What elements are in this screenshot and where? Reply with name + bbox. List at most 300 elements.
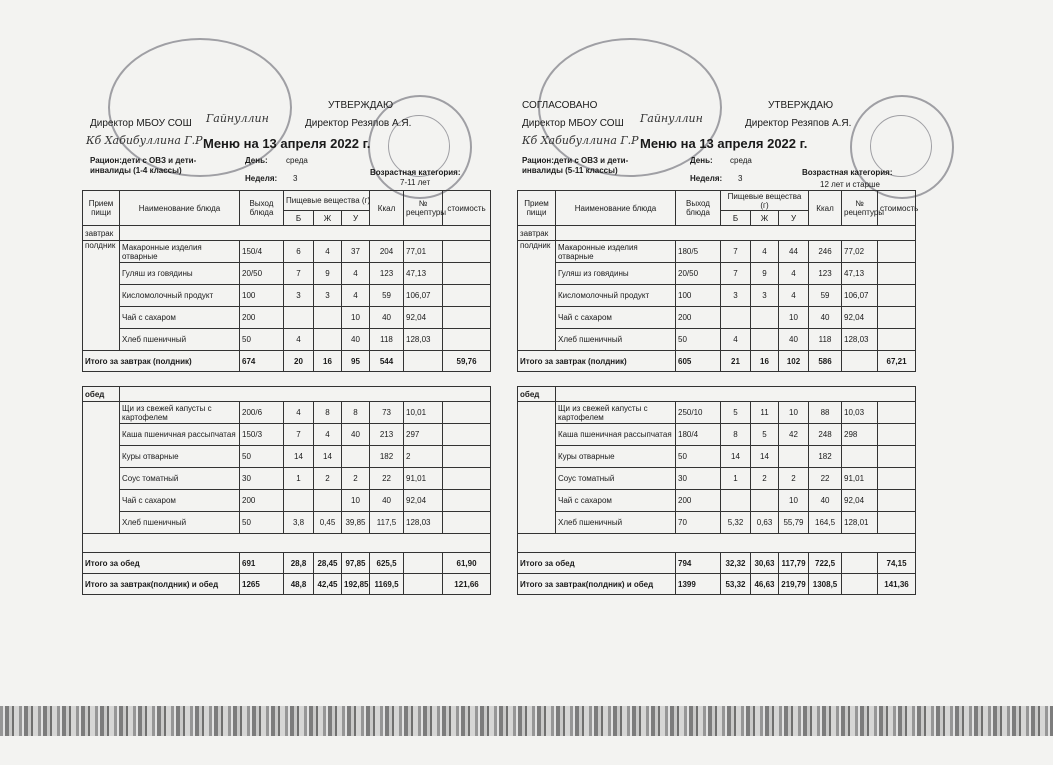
dish-b (284, 490, 314, 512)
dish-output: 50 (240, 329, 284, 351)
dish-u: 4 (779, 263, 809, 285)
dish-zh (751, 490, 779, 512)
dish-u (779, 446, 809, 468)
dish-b (284, 307, 314, 329)
dish-b: 1 (721, 468, 751, 490)
dish-b: 3,8 (284, 512, 314, 534)
dish-name: Макаронные изделия отварные (556, 241, 676, 263)
dish-zh: 3 (751, 285, 779, 307)
total-label: Итого за завтрак(полдник) и обед (518, 574, 676, 595)
dish-b (721, 490, 751, 512)
table-row (518, 329, 916, 351)
dish-recipe: 128,01 (842, 512, 878, 534)
dish-recipe: 128,03 (404, 329, 443, 351)
dish-name: Чай с сахаром (120, 490, 240, 512)
dish-b: 6 (284, 241, 314, 263)
signature-left-1: Гайнуллин (206, 112, 269, 125)
dish-zh: 4 (751, 241, 779, 263)
table-row (518, 446, 916, 468)
dish-recipe: 128,03 (404, 512, 443, 534)
dish-b: 7 (721, 241, 751, 263)
dish-cost (443, 490, 491, 512)
dish-name: Кисломолочный продукт (556, 285, 676, 307)
dish-name: Куры отварные (556, 446, 676, 468)
total-u: 192,85 (342, 574, 370, 595)
dish-name: Соус томатный (556, 468, 676, 490)
dish-output: 20/50 (676, 263, 721, 285)
left-age-label: Возрастная категория: (370, 168, 461, 177)
dish-recipe (842, 446, 878, 468)
left-day-value: среда (286, 156, 308, 165)
dish-recipe: 92,04 (404, 307, 443, 329)
header-output: Выход блюда (240, 191, 284, 226)
table-row (83, 329, 491, 351)
right-approved-label: УТВЕРЖДАЮ (768, 100, 834, 111)
signature-right-1: Гайнуллин (640, 112, 703, 125)
total-output: 1399 (676, 574, 721, 595)
dish-b: 4 (284, 329, 314, 351)
table-row (518, 241, 916, 263)
dish-u: 40 (779, 329, 809, 351)
dish-u: 42 (779, 424, 809, 446)
dish-u: 10 (779, 402, 809, 424)
header-b: Б (284, 211, 314, 226)
dish-zh (314, 307, 342, 329)
total-zh: 28,45 (314, 553, 342, 574)
dish-zh: 2 (314, 468, 342, 490)
section-snack-label: полдник (518, 241, 556, 351)
dish-zh: 0,63 (751, 512, 779, 534)
dish-output: 200 (240, 307, 284, 329)
table-row (83, 512, 491, 534)
right-week-label: Неделя: (690, 174, 723, 183)
dish-zh: 9 (751, 263, 779, 285)
section-lunch-label: обед (83, 387, 120, 402)
table-row (83, 468, 491, 490)
total-output: 1265 (240, 574, 284, 595)
total-cost: 74,15 (878, 553, 916, 574)
table-row (518, 285, 916, 307)
left-approved-label: УТВЕРЖДАЮ (328, 100, 394, 111)
dish-kcal: 22 (809, 468, 842, 490)
total-kcal: 625,5 (370, 553, 404, 574)
grand-total-row (518, 574, 916, 595)
total-cost: 59,76 (443, 351, 491, 372)
section-breakfast-label: завтрак (518, 226, 556, 241)
right-day-label: День: (690, 156, 713, 165)
signature-right-2: Кб Хабибуллина Г.Р (522, 134, 639, 147)
dish-b (721, 307, 751, 329)
left-week-label: Неделя: (245, 174, 278, 183)
dish-name: Чай с сахаром (120, 307, 240, 329)
table-header-row (83, 191, 491, 211)
dish-u: 40 (342, 424, 370, 446)
grand-total-row (83, 574, 491, 595)
dish-cost (443, 468, 491, 490)
total-kcal: 544 (370, 351, 404, 372)
dish-name: Чай с сахаром (556, 490, 676, 512)
dish-zh: 4 (314, 424, 342, 446)
total-output: 691 (240, 553, 284, 574)
dish-recipe: 10,03 (842, 402, 878, 424)
total-b: 20 (284, 351, 314, 372)
dish-zh: 0,45 (314, 512, 342, 534)
dish-cost (878, 512, 916, 534)
header-recipe: № рецептуры (404, 191, 443, 226)
dish-output: 50 (240, 512, 284, 534)
dish-zh: 14 (314, 446, 342, 468)
dish-zh (751, 329, 779, 351)
dish-u: 55,79 (779, 512, 809, 534)
dish-b: 7 (284, 263, 314, 285)
dish-u: 2 (342, 468, 370, 490)
table-row (83, 285, 491, 307)
total-zh: 46,63 (751, 574, 779, 595)
dish-output: 30 (240, 468, 284, 490)
dish-u: 10 (779, 307, 809, 329)
dish-cost (443, 263, 491, 285)
dish-output: 70 (676, 512, 721, 534)
total-recipe (842, 553, 878, 574)
table-row (518, 468, 916, 490)
total-b: 32,32 (721, 553, 751, 574)
dish-recipe: 92,04 (404, 490, 443, 512)
dish-kcal: 59 (809, 285, 842, 307)
dish-recipe: 10,01 (404, 402, 443, 424)
total-cost: 67,21 (878, 351, 916, 372)
total-recipe (404, 351, 443, 372)
dish-output: 30 (676, 468, 721, 490)
total-kcal: 1169,5 (370, 574, 404, 595)
dish-recipe: 298 (842, 424, 878, 446)
dish-output: 100 (676, 285, 721, 307)
total-u: 97,85 (342, 553, 370, 574)
dish-name: Макаронные изделия отварные (120, 241, 240, 263)
table-row (518, 424, 916, 446)
dish-b: 3 (721, 285, 751, 307)
right-age-value: 12 лет и старше (820, 180, 880, 189)
dish-u: 40 (342, 329, 370, 351)
table-row (83, 307, 491, 329)
header-kcal: Ккал (370, 191, 404, 226)
dish-kcal: 164,5 (809, 512, 842, 534)
total-u: 95 (342, 351, 370, 372)
table-row (83, 490, 491, 512)
table-row (83, 424, 491, 446)
dish-kcal: 213 (370, 424, 404, 446)
dish-kcal: 40 (370, 490, 404, 512)
right-age-label: Возрастная категория: (802, 168, 893, 177)
dish-output: 150/4 (240, 241, 284, 263)
dish-u: 44 (779, 241, 809, 263)
header-b: Б (721, 211, 751, 226)
table-row (518, 402, 916, 424)
dish-kcal: 248 (809, 424, 842, 446)
header-cost: стоимость (878, 191, 916, 226)
dish-output: 150/3 (240, 424, 284, 446)
dish-output: 50 (240, 446, 284, 468)
dish-zh: 5 (751, 424, 779, 446)
dish-kcal: 118 (809, 329, 842, 351)
table-row (518, 512, 916, 534)
left-director-name: Директор Резяпов А.Я. (305, 118, 412, 129)
dish-kcal: 123 (370, 263, 404, 285)
right-ration-line2: инвалиды (5-11 классы) (522, 166, 618, 175)
dish-name: Гуляш из говядины (120, 263, 240, 285)
section-snack-label: полдник (83, 241, 120, 351)
dish-recipe: 47,13 (404, 263, 443, 285)
dish-name: Каша пшеничная рассыпчатая (120, 424, 240, 446)
dish-b: 4 (721, 329, 751, 351)
header-meal: Прием пищи (518, 191, 556, 226)
table-row (518, 307, 916, 329)
dish-b: 14 (284, 446, 314, 468)
left-week-value: 3 (293, 174, 298, 183)
total-zh: 42,45 (314, 574, 342, 595)
dish-zh (314, 490, 342, 512)
dish-name: Хлеб пшеничный (556, 329, 676, 351)
dish-kcal: 88 (809, 402, 842, 424)
total-label: Итого за обед (83, 553, 240, 574)
dish-zh: 11 (751, 402, 779, 424)
left-day-label: День: (245, 156, 268, 165)
header-u: У (779, 211, 809, 226)
total-recipe (404, 574, 443, 595)
total-u: 102 (779, 351, 809, 372)
left-director-school: Директор МБОУ СОШ (90, 118, 192, 129)
dish-recipe: 91,01 (404, 468, 443, 490)
dish-cost (878, 263, 916, 285)
right-director-school: Директор МБОУ СОШ (522, 118, 624, 129)
dish-output: 200 (240, 490, 284, 512)
dish-kcal: 117,5 (370, 512, 404, 534)
dish-u: 10 (342, 307, 370, 329)
breakfast-total-row (518, 351, 916, 372)
lunch-total-row (83, 553, 491, 574)
dish-recipe: 77,01 (404, 241, 443, 263)
total-output: 674 (240, 351, 284, 372)
dish-b: 3 (284, 285, 314, 307)
dish-output: 180/4 (676, 424, 721, 446)
header-u: У (342, 211, 370, 226)
total-b: 48,8 (284, 574, 314, 595)
total-u: 219,79 (779, 574, 809, 595)
table-row (83, 402, 491, 424)
header-cost: стоимость (443, 191, 491, 226)
dish-u (342, 446, 370, 468)
right-menu-table (517, 190, 919, 595)
header-kcal: Ккал (809, 191, 842, 226)
dish-recipe: 92,04 (842, 490, 878, 512)
header-nutrients: Пищевые вещества (г) (284, 191, 370, 211)
dish-recipe: 106,07 (842, 285, 878, 307)
total-label: Итого за завтрак(полдник) и обед (83, 574, 240, 595)
total-label: Итого за завтрак (полдник) (518, 351, 676, 372)
left-menu-table (82, 190, 491, 595)
dish-recipe: 47,13 (842, 263, 878, 285)
dish-zh: 14 (751, 446, 779, 468)
dish-u: 10 (779, 490, 809, 512)
right-day-value: среда (730, 156, 752, 165)
dish-name: Щи из свежей капусты с картофелем (556, 402, 676, 424)
dish-u: 4 (342, 263, 370, 285)
dish-kcal: 246 (809, 241, 842, 263)
dish-name: Соус томатный (120, 468, 240, 490)
dish-kcal: 118 (370, 329, 404, 351)
dish-recipe: 106,07 (404, 285, 443, 307)
dish-zh (751, 307, 779, 329)
table-row (518, 490, 916, 512)
dish-u: 4 (779, 285, 809, 307)
dish-kcal: 204 (370, 241, 404, 263)
total-recipe (404, 553, 443, 574)
total-kcal: 722,5 (809, 553, 842, 574)
dish-recipe: 91,01 (842, 468, 878, 490)
dish-name: Хлеб пшеничный (556, 512, 676, 534)
table-row (83, 241, 491, 263)
dish-recipe: 2 (404, 446, 443, 468)
dish-cost (443, 241, 491, 263)
dish-kcal: 40 (809, 307, 842, 329)
dish-name: Хлеб пшеничный (120, 329, 240, 351)
dish-recipe: 92,04 (842, 307, 878, 329)
dish-kcal: 123 (809, 263, 842, 285)
total-kcal: 586 (809, 351, 842, 372)
dish-output: 200 (676, 307, 721, 329)
scan-noise-band (0, 706, 1053, 736)
total-b: 53,32 (721, 574, 751, 595)
dish-cost (878, 285, 916, 307)
left-menu-title: Меню на 13 апреля 2022 г. (203, 136, 371, 151)
table-row (518, 263, 916, 285)
total-cost: 61,90 (443, 553, 491, 574)
dish-u: 39,85 (342, 512, 370, 534)
lunch-total-row (518, 553, 916, 574)
dish-b: 5,32 (721, 512, 751, 534)
header-meal: Прием пищи (83, 191, 120, 226)
total-cost: 141,36 (878, 574, 916, 595)
dish-output: 250/10 (676, 402, 721, 424)
header-dish: Наименование блюда (556, 191, 676, 226)
dish-kcal: 59 (370, 285, 404, 307)
total-label: Итого за обед (518, 553, 676, 574)
total-b: 21 (721, 351, 751, 372)
dish-b: 8 (721, 424, 751, 446)
table-row (83, 446, 491, 468)
dish-cost (443, 329, 491, 351)
right-menu-title: Меню на 13 апреля 2022 г. (640, 136, 808, 151)
dish-zh (314, 329, 342, 351)
header-nutrients: Пищевые вещества (г) (721, 191, 809, 211)
dish-kcal: 73 (370, 402, 404, 424)
dish-output: 50 (676, 446, 721, 468)
total-zh: 30,63 (751, 553, 779, 574)
dish-output: 50 (676, 329, 721, 351)
dish-kcal: 182 (809, 446, 842, 468)
dish-zh: 2 (751, 468, 779, 490)
right-week-value: 3 (738, 174, 743, 183)
signature-left-2: Кб Хабибуллина Г.Р (86, 134, 203, 147)
right-agreed-label: СОГЛАСОВАНО (522, 100, 598, 111)
dish-zh: 9 (314, 263, 342, 285)
dish-name: Хлеб пшеничный (120, 512, 240, 534)
section-lunch-label: обед (518, 387, 556, 402)
dish-b: 5 (721, 402, 751, 424)
header-output: Выход блюда (676, 191, 721, 226)
dish-zh: 8 (314, 402, 342, 424)
header-recipe: № рецептуры (842, 191, 878, 226)
total-zh: 16 (314, 351, 342, 372)
dish-cost (443, 285, 491, 307)
dish-recipe: 77,02 (842, 241, 878, 263)
dish-name: Щи из свежей капусты с картофелем (120, 402, 240, 424)
dish-zh: 4 (314, 241, 342, 263)
dish-cost (443, 446, 491, 468)
total-recipe (842, 574, 878, 595)
dish-u: 8 (342, 402, 370, 424)
dish-u: 37 (342, 241, 370, 263)
dish-cost (878, 402, 916, 424)
total-output: 605 (676, 351, 721, 372)
total-b: 28,8 (284, 553, 314, 574)
dish-name: Гуляш из говядины (556, 263, 676, 285)
left-ration-line1: Рацион:дети с ОВЗ и дети- (90, 156, 197, 165)
dish-recipe: 128,03 (842, 329, 878, 351)
table-row (83, 263, 491, 285)
dish-cost (443, 402, 491, 424)
total-output: 794 (676, 553, 721, 574)
breakfast-total-row (83, 351, 491, 372)
dish-name: Кисломолочный продукт (120, 285, 240, 307)
dish-cost (878, 424, 916, 446)
dish-kcal: 40 (809, 490, 842, 512)
dish-zh: 3 (314, 285, 342, 307)
total-kcal: 1308,5 (809, 574, 842, 595)
dish-u: 4 (342, 285, 370, 307)
total-zh: 16 (751, 351, 779, 372)
total-label: Итого за завтрак (полдник) (83, 351, 240, 372)
right-ration-line1: Рацион:дети с ОВЗ и дети- (522, 156, 629, 165)
dish-cost (878, 490, 916, 512)
dish-cost (878, 446, 916, 468)
dish-kcal: 40 (370, 307, 404, 329)
left-age-value: 7-11 лет (400, 178, 431, 187)
dish-u: 2 (779, 468, 809, 490)
dish-b: 14 (721, 446, 751, 468)
dish-u: 10 (342, 490, 370, 512)
dish-output: 100 (240, 285, 284, 307)
dish-cost (878, 329, 916, 351)
header-zh: Ж (751, 211, 779, 226)
table-header-row (518, 191, 916, 211)
dish-output: 200 (676, 490, 721, 512)
dish-kcal: 182 (370, 446, 404, 468)
section-breakfast-label: завтрак (83, 226, 120, 241)
dish-name: Куры отварные (120, 446, 240, 468)
dish-cost (878, 307, 916, 329)
dish-cost (443, 424, 491, 446)
dish-cost (443, 512, 491, 534)
dish-output: 20/50 (240, 263, 284, 285)
dish-name: Каша пшеничная рассыпчатая (556, 424, 676, 446)
dish-output: 180/5 (676, 241, 721, 263)
dish-recipe: 297 (404, 424, 443, 446)
dish-cost (878, 468, 916, 490)
total-u: 117,79 (779, 553, 809, 574)
dish-b: 7 (284, 424, 314, 446)
dish-kcal: 22 (370, 468, 404, 490)
total-recipe (842, 351, 878, 372)
